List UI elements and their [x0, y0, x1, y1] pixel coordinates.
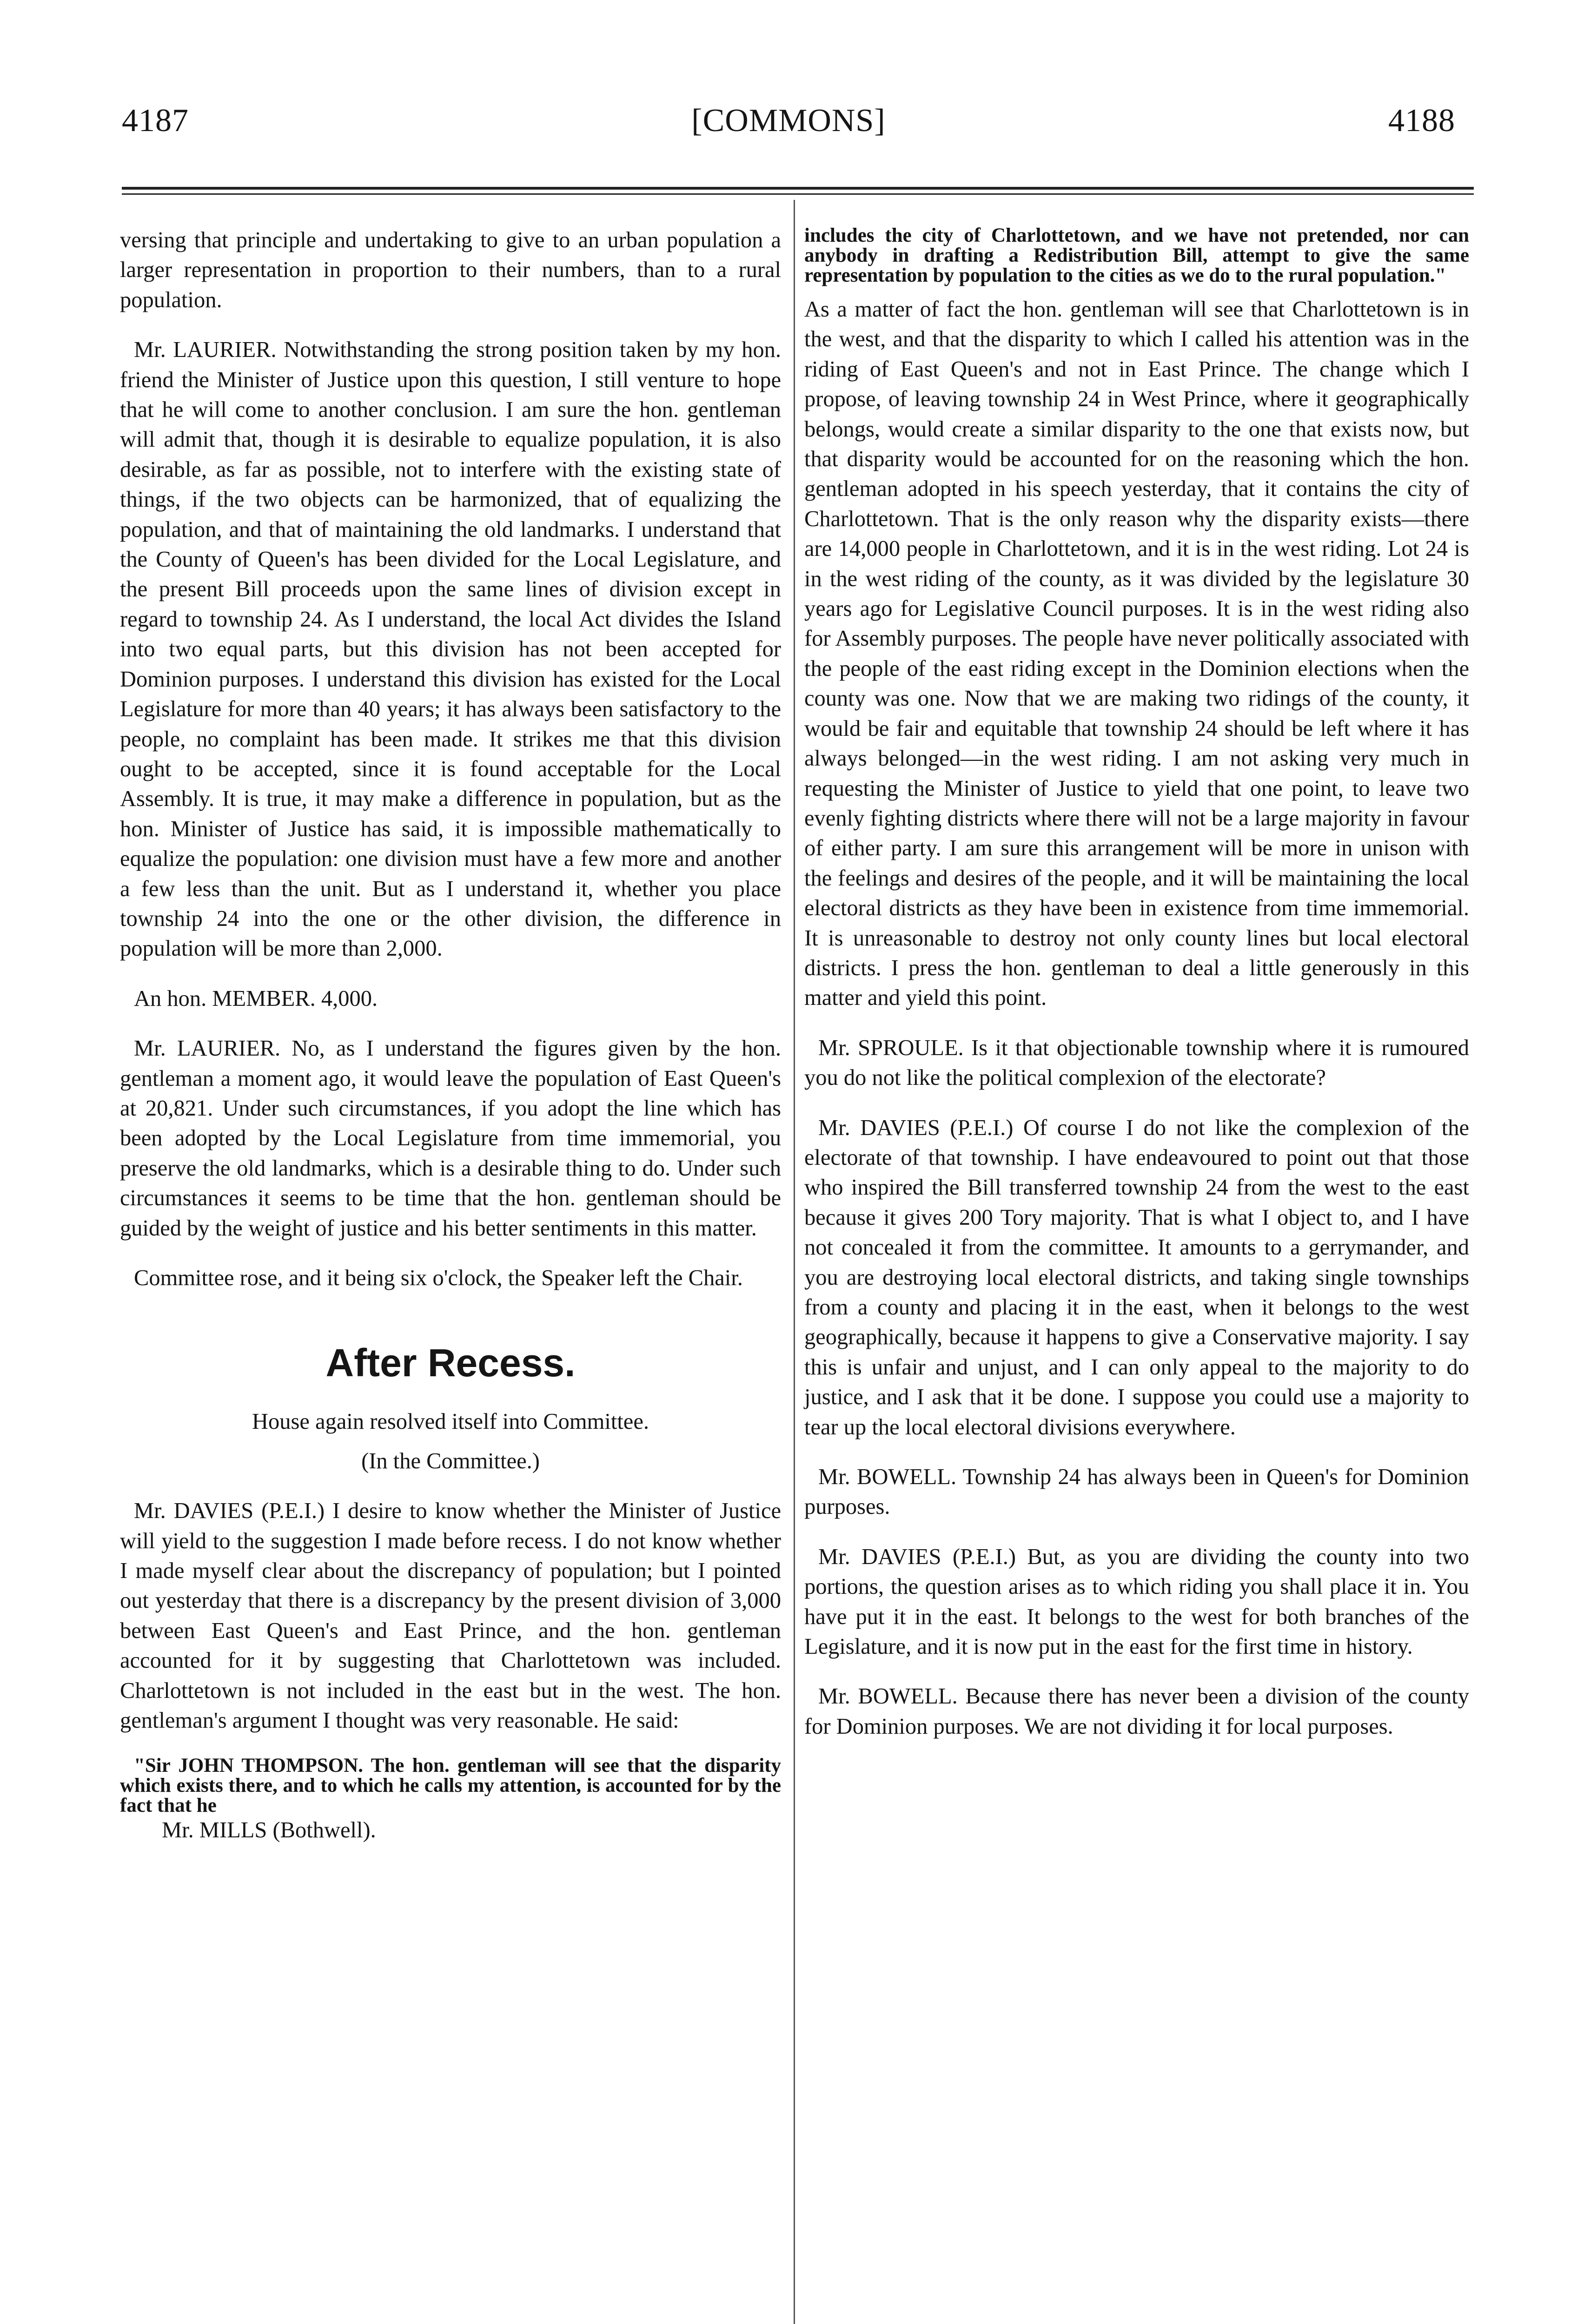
left-page-number: 4187	[122, 103, 189, 139]
paragraph-davies-4: Mr. DAVIES (P.E.I.) But, as you are dividing the county into two portions, the question arises as to which riding you shall place it in. You have put it in the east. It belongs to the west for both branches of the Legislature, and it is now put in the east for the first time in history.	[804, 1544, 1469, 1659]
paragraph-davies-3: Mr. DAVIES (P.E.I.) Of course I do not like the complexion of the electorate of that township. I have endeavoured to point out that those who inspired the Bill transferred township 24 from the west to the east because it gives 200 Tory majority. That is what I object to, and I have not concealed it from the committee. It amounts to a gerrymander, and you are destroying local electoral districts, and taking single townships from a county and placing it in the east, when it belongs to the west geographically, because it happens to give a Conservative majority. I say this is unfair and unjust, and I can only appeal to the majority to do justice, and I ask that it be done. I suppose you could use a majority to tear up the local electoral divisions everywhere.	[804, 1115, 1469, 1439]
left-column	[120, 225, 781, 1846]
paragraph-sproule: Mr. SPROULE. Is it that objectionable township where it is rumoured you do not like the political complexion of the electorate?	[804, 1035, 1469, 1090]
section-heading: After Recess.	[325, 1341, 576, 1385]
paragraph-bowell-1: Mr. BOWELL. Township 24 has always been in Queen's for Dominion purposes.	[804, 1465, 1469, 1519]
paragraph-davies-2: As a matter of fact the hon. gentleman will see that Charlottetown is in the west, and that the disparity to which I called his attention was in the riding of East Queen's and not in East Prince. The change which I propose, of leaving township 24 in West Prince, where it geographically belongs, would create a similar disparity to the one that exists now, but that disparity would be accounted for on the reasoning which the hon. gentleman adopted in his speech yesterday, that it contains the city of Charlottetown. That is the only reason why the disparity exists—there are 14,000 people in Charlottetown, and it is in the west riding. Lot 24 is in the west riding of the county, as it was divided by the legislature 30 years ago for Legislative Council purposes. It is in the west riding also for Assembly purposes. The people have never politically associated with the people of the east riding except in the Dominion elections when the county was one. Now that we are making two ridings of the county, it would be fair and equitable that township 24 should be left where it has always belonged—in the west riding. I am not asking very much in requesting the Minister of Justice to yield that one point, to leave two evenly fighting districts where there will not be a large majority in favour of either party. I am sure this arrangement will be more in unison with the feelings and desires of the people, and it will be maintaining the local electoral districts as they have been in existence from time immemorial. It is unreasonable to destroy not only county lines but local electoral districts. I press the hon. gentleman to deal a little generously in this matter and yield this point.	[804, 297, 1469, 1010]
header-rule-thin	[122, 193, 1474, 195]
paragraph-resolved: House again resolved itself into Committee.	[252, 1409, 649, 1434]
paragraph-davies-1: Mr. DAVIES (P.E.I.) I desire to know whether the Minister of Justice will yield to the suggestion I made before recess. I do not know whether I made myself clear about the discrepancy of population; but I pointed out yesterday that there is a discrepancy by the present division of 3,000 between East Queen's and East Prince, and the hon. gentleman accounted for it by suggesting that Charlottetown was included. Charlottetown is not included in the east but in the west. The hon. gentleman's argument I thought was very reasonable. He said:	[120, 1499, 781, 1733]
header-rule-thick	[122, 187, 1474, 190]
quoted-passage-start: "Sir JOHN THOMPSON. The hon. gentleman will see that the disparity which exists there, and to which he calls my attention, is accounted for by the fact that he	[120, 1755, 781, 1817]
paragraph-laurier-1: Mr. LAURIER. Notwithstanding the strong position taken by my hon. friend the Minister of Justice upon this question, I still venture to hope that he will come to another conclusion. I am sure the hon. gentleman will admit that, though it is desirable to equalize population, it is also desirable, as far as possible, not to interfere with the existing state of things, if the two objects can be harmonized, that of equalizing the population, and that of maintaining the old landmarks. I understand that the County of Queen's has been divided for the Local Legislature, and the present Bill proceeds upon the same lines of division except in regard to township 24. As I understand, the local Act divides the Island into two equal parts, but this division has not been accepted for Dominion purposes. I understand this division has existed for the Local Legislature for more than 40 years; it has always been satisfactory to the people, no complaint has been made. It strikes me that this division ought to be accepted, since it is found acceptable for the Local Assembly. It is true, it may make a difference in population, but as the hon. Minister of Justice has said, it is impossible mathematically to equalize the population: one division must have a few more and another a few less than the unit. But as I understand it, whether you place township 24 into the one or the other division, the difference in population will be more than 2,000.	[120, 337, 781, 961]
right-page-number: 4188	[1388, 103, 1455, 139]
paragraph-committee-rose: Committee rose, and it being six o'clock, the Speaker left the Chair.	[134, 1266, 743, 1290]
column-divider	[794, 200, 795, 2324]
paragraph-laurier-2: Mr. LAURIER. No, as I understand the figures given by the hon. gentleman a moment ago, it would leave the population of East Queen's at 20,821. Under such circumstances, if you adopt the line which has been adopted by the Local Legislature from time immemorial, you preserve the old landmarks, which is a desirable thing to do. Under such circumstances it seems to be time that the hon. gentleman should be guided by the weight of justice and his better sentiments in this matter.	[120, 1036, 781, 1241]
quoted-passage-end: includes the city of Charlottetown, and we have not pretended, nor can anybody in drafting a Redistribution Bill, attempt to give the same representation by population to the cities as we do to the rural population."	[804, 224, 1469, 286]
column-footer-attribution: Mr. MILLS (Bothwell).	[162, 1818, 376, 1843]
paragraph-bowell-2: Mr. BOWELL. Because there has never been a division of the county for Dominion purposes. We are not dividing it for local purposes.	[804, 1684, 1469, 1739]
paragraph-in-committee: (In the Committee.)	[361, 1448, 540, 1473]
right-column	[804, 225, 1469, 1742]
running-header: [COMMONS]	[691, 103, 886, 139]
paragraph-member: An hon. MEMBER. 4,000.	[134, 986, 378, 1011]
paragraph-continued: versing that principle and undertaking to give to an urban population a larger representation in proportion to their numbers, than to a rural population.	[120, 228, 781, 312]
